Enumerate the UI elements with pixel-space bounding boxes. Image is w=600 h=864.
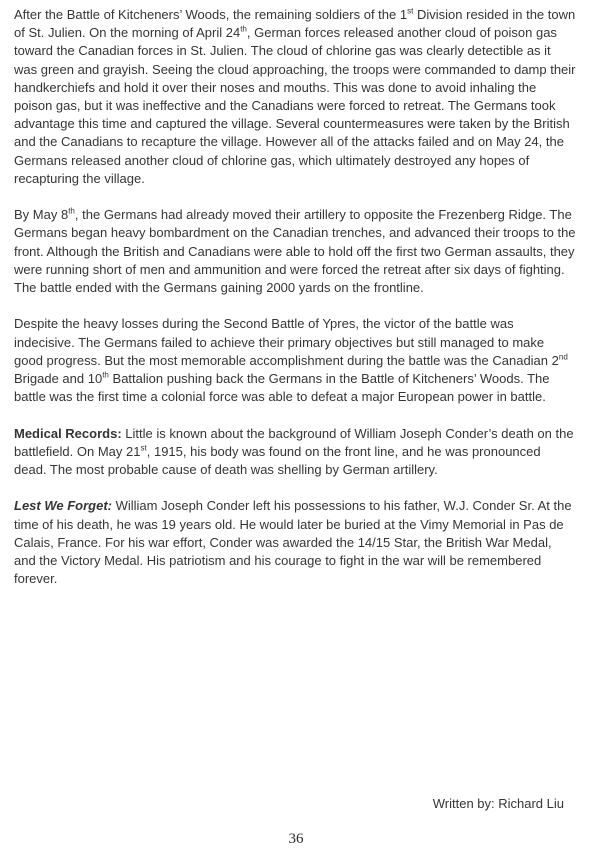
text-run: After the Battle of Kitcheners’ Woods, the remaining soldiers of the 1 <box>14 7 408 22</box>
text-run: Battalion pushing back the Germans in the Battle of Kitcheners’ Woods. The battle was the first time a colonial force was able to defeat a major European power in battle. <box>14 371 550 405</box>
text-run: Division resided in the town of St. Julien. On the morning of April 24 <box>14 7 576 41</box>
superscript-run: th <box>68 206 75 216</box>
paragraph <box>14 497 576 588</box>
text-run: Brigade and 10 <box>14 371 103 387</box>
paragraph <box>14 6 576 188</box>
superscript-run: st <box>407 6 414 16</box>
text-run: William Joseph Conder left his possessions to his father, W.J. Conder Sr. At the time of his death, he was 19 years old. He would later be buried at the Vimy Memorial in Pas de Calais, France. For his war effort, Conder was awarded the 14/15 Star, the British War Medal, and the Victory Medal. His patriotism and his courage to fight in the war will be remembered forever. <box>14 498 572 587</box>
text-run: Despite the heavy losses during the Second Battle of Ypres, the victor of the battle was indecisive. The Germans failed to achieve their primary objectives but still managed to make good progress. But the most memorable accomplishment during the battle was the Canadian 2 <box>14 316 559 368</box>
superscript-run: th <box>240 24 247 34</box>
text-run: Little is known about the background of William Joseph Conder’s death on the battlefield. On May 21 <box>14 425 574 459</box>
superscript-run: st <box>140 443 147 453</box>
superscript-run: th <box>102 370 109 380</box>
text-run: Lest We Forget: <box>14 498 112 514</box>
paragraph <box>14 425 576 480</box>
text-run: , 1915, his body was found on the front line, and he was pronounced dead. The most probable cause of death was shelling by German artillery. <box>14 443 541 478</box>
paragraph <box>14 206 576 297</box>
text-run: , the Germans had already moved their artillery to opposite the Frezenberg Ridge. The Germans began heavy bombardment on the Canadian trenches, and advanced their troops to the front. Although the British and Canadians were able to hold off the first two German assaults, they were running short of men and ammunition and were forced the retreat after six days of fighting. The battle ended with the Germans gaining 2000 yards on the frontline. <box>14 207 576 296</box>
document-body <box>14 6 576 607</box>
text-run: , German forces released another cloud of poison gas toward the Canadian forces in St. Julien. The cloud of chlorine gas was clearly detectible as it was green and grayish. Seeing the cloud approaching, the troops were commanded to damp their handkerchiefs and hold it over their noses and mouths. This was done to avoid inhaling the poison gas, but it was ineffective and the Canadians were forced to retreat. The Germans took advantage this time and captured the village. Several countermeasures were taken by the British and the Canadians to recapture the village. However all of the attacks failed and on May 24, the Germans released another cloud of chlorine gas, which ultimately destroyed any hopes of recapturing the village. <box>14 25 576 186</box>
text-run: By May 8 <box>14 207 69 223</box>
superscript-run: nd <box>558 352 568 362</box>
paragraph <box>14 315 576 406</box>
page-number: 36 <box>288 831 304 847</box>
byline: Written by: Richard Liu <box>432 796 564 811</box>
text-run: Medical Records: <box>14 425 122 441</box>
